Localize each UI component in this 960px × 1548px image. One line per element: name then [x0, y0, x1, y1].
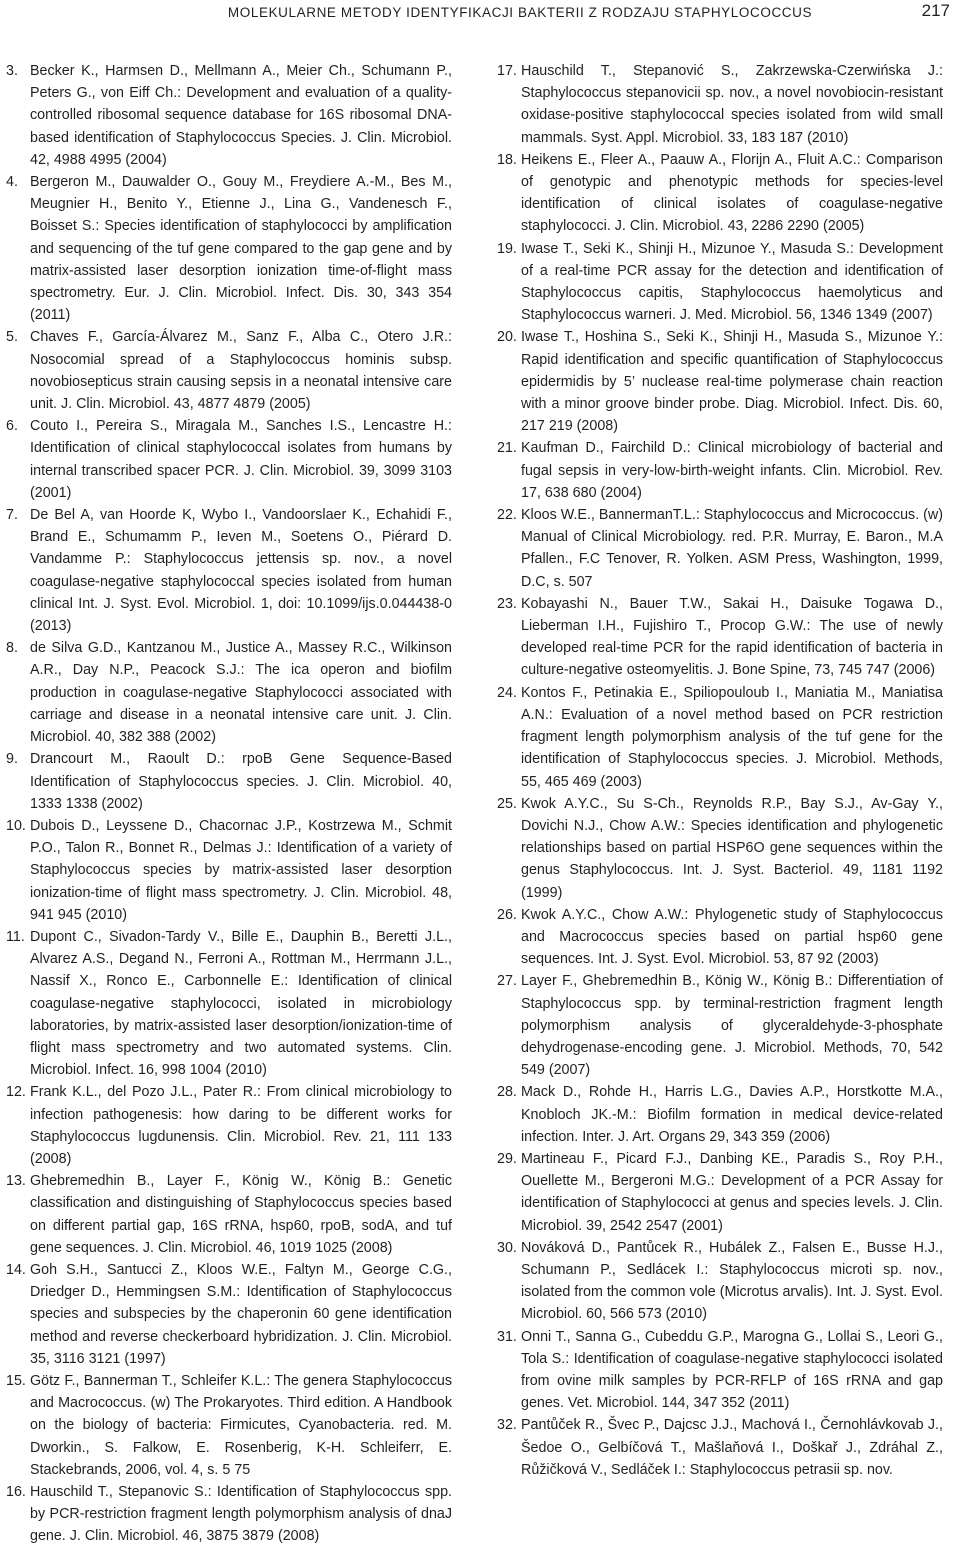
reference-text: Dupont C., Sivadon-Tardy V., Bille E., Dauphin B., Beretti J.L., Alvarez A.S., Degand N., Ferroni A., Rottman M., Herrmann J.L., Nassif X., Ronco E., Carbonnelle E.: Identification of clinical coagulase-negative staphylococci, isolated in microbiology laboratories, by matrix-assisted laser desorption/ionization-time of flight mass spectrometry and two automated systems. Clin. Microbiol. Infect. 16, 998 1004 (2010)	[30, 928, 452, 1079]
reference-item	[6, 748, 452, 815]
reference-number: 32.	[497, 1417, 517, 1434]
reference-item	[497, 904, 943, 971]
reference-item	[6, 415, 452, 504]
reference-text: Chaves F., García-Álvarez M., Sanz F., Alba C., Otero J.R.: Nosocomial spread of a Staphylococcus hominis subsp. novobiosepticus strain causing sepsis in a neonatal intensive care unit. J. Clin. Microbiol. 43, 4877 4879 (2005)	[30, 329, 452, 413]
reference-item	[497, 504, 943, 593]
reference-item	[6, 815, 452, 926]
reference-number: 26.	[497, 906, 517, 923]
reference-text: Nováková D., Pantůcek R., Hubálek Z., Falsen E., Busse H.J., Schumann P., Sedlácek I.: Staphylococcus microti sp. nov., isolated from the common vole (Microtus arvalis). Int. J. Syst. Evol. Microbiol. 60, 566 573 (2010)	[521, 1239, 943, 1323]
reference-text: Götz F., Bannerman T., Schleifer K.L.: The genera Staphylococcus and Macrococcus. (w) The Prokaryotes. Third edition. A Handbook on the biology of bacteria: Firmicutes, Cyanobacteria. red. M. Dworkin., S. Falkow, E. Rosenberig, K-H. Schleiferr, E. Stackebrands, 2006, vol. 4, s. 5 75	[30, 1372, 452, 1478]
reference-number: 4.	[6, 174, 18, 191]
reference-item	[497, 1326, 943, 1415]
reference-item	[497, 326, 943, 437]
reference-item	[497, 437, 943, 504]
reference-text: Mack D., Rohde H., Harris L.G., Davies A.P., Horstkotte M.A., Knobloch JK.-M.: Biofilm formation in medical device-related infection. Inter. J. Art. Organs 29, 343 359 (2006)	[521, 1084, 943, 1145]
reference-number: 27.	[497, 973, 517, 990]
reference-text: Goh S.H., Santucci Z., Kloos W.E., Faltyn M., George C.G., Driedger D., Hemmingsen S.M.: Identification of Staphylococcus species and subspecies by the chaperonin 60 gene identification method and reverse checkerboard hybridization. J. Clin. Microbiol. 35, 3116 3121 (1997)	[30, 1261, 452, 1367]
reference-item	[497, 682, 943, 793]
page-number: 217	[921, 1, 950, 20]
running-header	[0, 0, 960, 34]
reference-item	[6, 1481, 452, 1548]
reference-number: 23.	[497, 595, 517, 612]
reference-item	[497, 60, 943, 149]
reference-text: Ghebremedhin B., Layer F., König W., König B.: Genetic classification and distinguishing of Staphylococcus species based on different partial gap, 16S rRNA, hsp60, rpoB, sodA, and tuf gene sequences. J. Clin. Microbiol. 46, 1019 1025 (2008)	[30, 1173, 452, 1256]
reference-item	[6, 1259, 452, 1370]
reference-number: 15.	[6, 1372, 26, 1389]
references-left-column	[6, 60, 452, 1548]
reference-number: 11.	[6, 928, 25, 945]
reference-text: Iwase T., Hoshina S., Seki K., Shinji H., Masuda S., Mizunoe Y.: Rapid identification and specific quantification of Staphylococcus epidermidis by 5’ nuclease real-time polymerase chain reaction with a minor groove binder probe. Diag. Microbiol. Infect. Dis. 60, 217 219 (2008)	[521, 329, 943, 435]
reference-number: 14.	[6, 1261, 26, 1278]
reference-number: 6.	[6, 418, 18, 435]
reference-text: Drancourt M., Raoult D.: rpoB Gene Sequence-Based Identification of Staphylococcus species. J. Clin. Microbiol. 40, 1333 1338 (2002)	[30, 751, 452, 812]
reference-text: Hauschild T., Stepanovic S.: Identification of Staphylococcus spp. by PCR-restriction fragment length polymorphism analysis of dnaJ gene. J. Clin. Microbiol. 46, 3875 3879 (2008)	[30, 1484, 452, 1545]
reference-number: 5.	[6, 329, 18, 346]
reference-item	[497, 1237, 943, 1326]
reference-number: 30.	[497, 1239, 517, 1256]
reference-text: Frank K.L., del Pozo J.L., Pater R.: From clinical microbiology to infection pathogenesis: how daring to be different works for Staphylococcus lugdunensis. Clin. Microbiol. Rev. 21, 111 133 (2008)	[30, 1084, 452, 1167]
reference-text: Onni T., Sanna G., Cubeddu G.P., Marogna G., Lollai S., Leori G., Tola S.: Identification of coagulase-negative staphylococci isolated from ovine milk samples by PCR-RFLP of 16S rRNA and gap genes. Vet. Microbiol. 144, 347 352 (2011)	[521, 1328, 943, 1412]
reference-text: Martineau F., Picard F.J., Danbing KE., Paradis S., Roy P.H., Ouellette M., Bergeroni M.G.: Development of a PCR Assay for identification of Staphylococci at genus and species levels. J. Clin. Microbiol. 39, 2542 2547 (2001)	[521, 1150, 943, 1234]
reference-text: de Silva G.D., Kantzanou M., Justice A., Massey R.C., Wilkinson A.R., Day N.P., Peacock S.J.: The ica operon and biofilm production in coagulase-negative Staphylococci associated with carriage and disease in a neonatal intensive care unit. J. Clin. Microbiol. 40, 382 388 (2002)	[30, 640, 452, 746]
reference-text: Layer F., Ghebremedhin B., König W., König B.: Differentiation of Staphylococcus spp. by terminal-restriction fragment length polymorphism analysis of glyceraldehyde-3-phosphate dehydrogenase-encoding gene. J. Microbiol. Methods, 70, 542 549 (2007)	[521, 973, 943, 1079]
reference-number: 16.	[6, 1484, 26, 1500]
reference-text: Pantůček R., Švec P., Dajcsc J.J., Machová I., Černohlávkovab J., Šedoe O., Gelbíčová T., Mašlaňová I., Doškař J., Zdráhal Z., Růžičková V., Sedláček I.: Staphylococcus petrasii sp. nov.	[521, 1417, 943, 1478]
reference-text: Iwase T., Seki K., Shinji H., Mizunoe Y., Masuda S.: Development of a real-time PCR assay for the detection and identification of Staphylococcus capitis, Staphylococcus haemolyticus and Staphylococcus warneri. J. Med. Microbiol. 56, 1346 1349 (2007)	[521, 240, 943, 324]
reference-text: Hauschild T., Stepanović S., Zakrzewska-Czerwińska J.: Staphylococcus stepanovicii sp. nov., a novel novobiocin-resistant oxidase-positive staphylococcal species isolated from wild small mammals. Syst. Appl. Microbiol. 33, 183 187 (2010)	[521, 63, 943, 146]
reference-number: 3.	[6, 63, 18, 79]
reference-number: 25.	[497, 795, 517, 812]
reference-number: 18.	[497, 151, 517, 168]
reference-item	[6, 1370, 452, 1481]
reference-item	[6, 326, 452, 415]
reference-item	[6, 60, 452, 171]
reference-text: Becker K., Harmsen D., Mellmann A., Meier Ch., Schumann P., Peters G., von Eiff Ch.: Development and evaluation of a quality-controlled ribosomal sequence database for 16S ribosomal DNA-based identification of Staphylococcus Species. J. Clin. Microbiol. 42, 4988 4995 (2004)	[30, 63, 452, 168]
reference-item	[497, 970, 943, 1081]
reference-text: Heikens E., Fleer A., Paauw A., Florijn A., Fluit A.C.: Comparison of genotypic and phenotypic methods for species-level identification of clinical isolates of coagulase-negative staphylococci. J. Clin. Microbiol. 43, 2286 2290 (2005)	[521, 151, 943, 235]
running-title: MOLEKULARNE METODY IDENTYFIKACJI BAKTERII Z RODZAJU STAPHYLOCOCCUS	[227, 5, 813, 20]
reference-number: 9.	[6, 751, 18, 768]
reference-text: Dubois D., Leyssene D., Chacornac J.P., Kostrzewa M., Schmit P.O., Talon R., Bonnet R., Delmas J.: Identification of a variety of Staphylococcus species by matrix-assisted laser desorption ionization-time of flight mass spectrometry. J. Clin. Microbiol. 48, 941 945 (2010)	[30, 817, 452, 923]
reference-item	[6, 926, 452, 1081]
reference-number: 21.	[497, 440, 517, 457]
reference-item	[6, 504, 452, 637]
reference-text: Kwok A.Y.C., Chow A.W.: Phylogenetic study of Staphylococcus and Macrococcus species based on partial hsp60 gene sequences. Int. J. Syst. Evol. Microbiol. 53, 87 92 (2003)	[521, 906, 943, 968]
reference-item	[6, 171, 452, 326]
reference-item	[6, 637, 452, 748]
reference-number: 24.	[497, 684, 517, 701]
reference-text: Kontos F., Petinakia E., Spiliopouloub I., Maniatia M., Maniatisa A.N.: Evaluation of a novel method based on PCR restriction fragment length polymorphism analysis of the tuf gene for the identification of Staphylococcus species. J. Microbiol. Methods, 55, 465 469 (2003)	[521, 684, 943, 790]
reference-text: Couto I., Pereira S., Miragala M., Sanches I.S., Lencastre H.: Identification of clinical staphylococcal isolates from humans by internal transcribed spacer PCR. J. Clin. Microbiol. 39, 3099 3103 (2001)	[30, 418, 452, 501]
reference-item	[6, 1170, 452, 1259]
reference-number: 17.	[497, 63, 517, 79]
reference-text: Kloos W.E., BannermanT.L.: Staphylococcus and Micrococcus. (w) Manual of Clinical Microbiology. red. P.R. Murray, E. Baron., M.A Pfallen., F.C Tenover, R. Yolken. ASM Press, Washington, 1999, D.C, s. 507	[521, 507, 943, 590]
reference-item	[6, 1081, 452, 1170]
reference-item	[497, 149, 943, 238]
reference-text: Bergeron M., Dauwalder O., Gouy M., Freydiere A.-M., Bes M., Meugnier H., Benito Y., Etienne J., Lina G., Vandenesch F., Boisset S.: Species identification of staphylococci by amplification and sequencing of the tuf gene compared to the gap gene and by matrix-assisted laser desorption ionization time-of-flight mass spectrometry. Eur. J. Clin. Microbiol. Infect. Dis. 30, 343 354 (2011)	[30, 174, 452, 324]
reference-item	[497, 593, 943, 682]
reference-number: 8.	[6, 640, 18, 657]
reference-text: De Bel A, van Hoorde K, Wybo I., Vandoorslaer K., Echahidi F., Brand E., Schumamm P., Ieven M., Soetens O., Piérard D. Vandamme P.: Staphylococcus jettensis sp. nov., a novel coagulase-negative staphylococcal species isolated from human clinical Int. J. Syst. Evol. Microbiol. 1, doi: 10.1099/ijs.0.044438-0 (2013)	[30, 507, 452, 635]
reference-item	[497, 238, 943, 327]
reference-number: 12.	[6, 1084, 26, 1101]
references-right-column	[497, 60, 943, 1481]
reference-text: Kwok A.Y.C., Su S-Ch., Reynolds R.P., Bay S.J., Av-Gay Y., Dovichi N.J., Chow A.W.: Species identification and phylogenetic relationships based on partial HSP6O gene sequences within the genus Staphylococcus. Int. J. Syst. Bacteriol. 49, 1181 1192 (1999)	[521, 795, 943, 901]
reference-number: 31.	[497, 1328, 517, 1345]
reference-text: Kaufman D., Fairchild D.: Clinical microbiology of bacterial and fugal sepsis in very-low-birth-weight infants. Clin. Microbiol. Rev. 17, 638 680 (2004)	[521, 440, 943, 501]
reference-item	[497, 1148, 943, 1237]
reference-item	[497, 1414, 943, 1481]
reference-number: 29.	[497, 1150, 517, 1167]
reference-number: 22.	[497, 507, 517, 524]
reference-number: 20.	[497, 329, 517, 346]
reference-number: 7.	[6, 507, 18, 524]
reference-text: Kobayashi N., Bauer T.W., Sakai H., Daisuke Togawa D., Lieberman I.H., Fujishiro T., Procop G.W.: The use of newly developed real-time PCR for the rapid identification of bacteria in culture-negative osteomyelitis. J. Bone Spine, 73, 745 747 (2006)	[521, 595, 943, 679]
reference-item	[497, 1081, 943, 1148]
reference-number: 28.	[497, 1084, 517, 1101]
reference-number: 13.	[6, 1173, 26, 1190]
reference-number: 10.	[6, 817, 26, 834]
reference-item	[497, 793, 943, 904]
reference-number: 19.	[497, 240, 517, 257]
